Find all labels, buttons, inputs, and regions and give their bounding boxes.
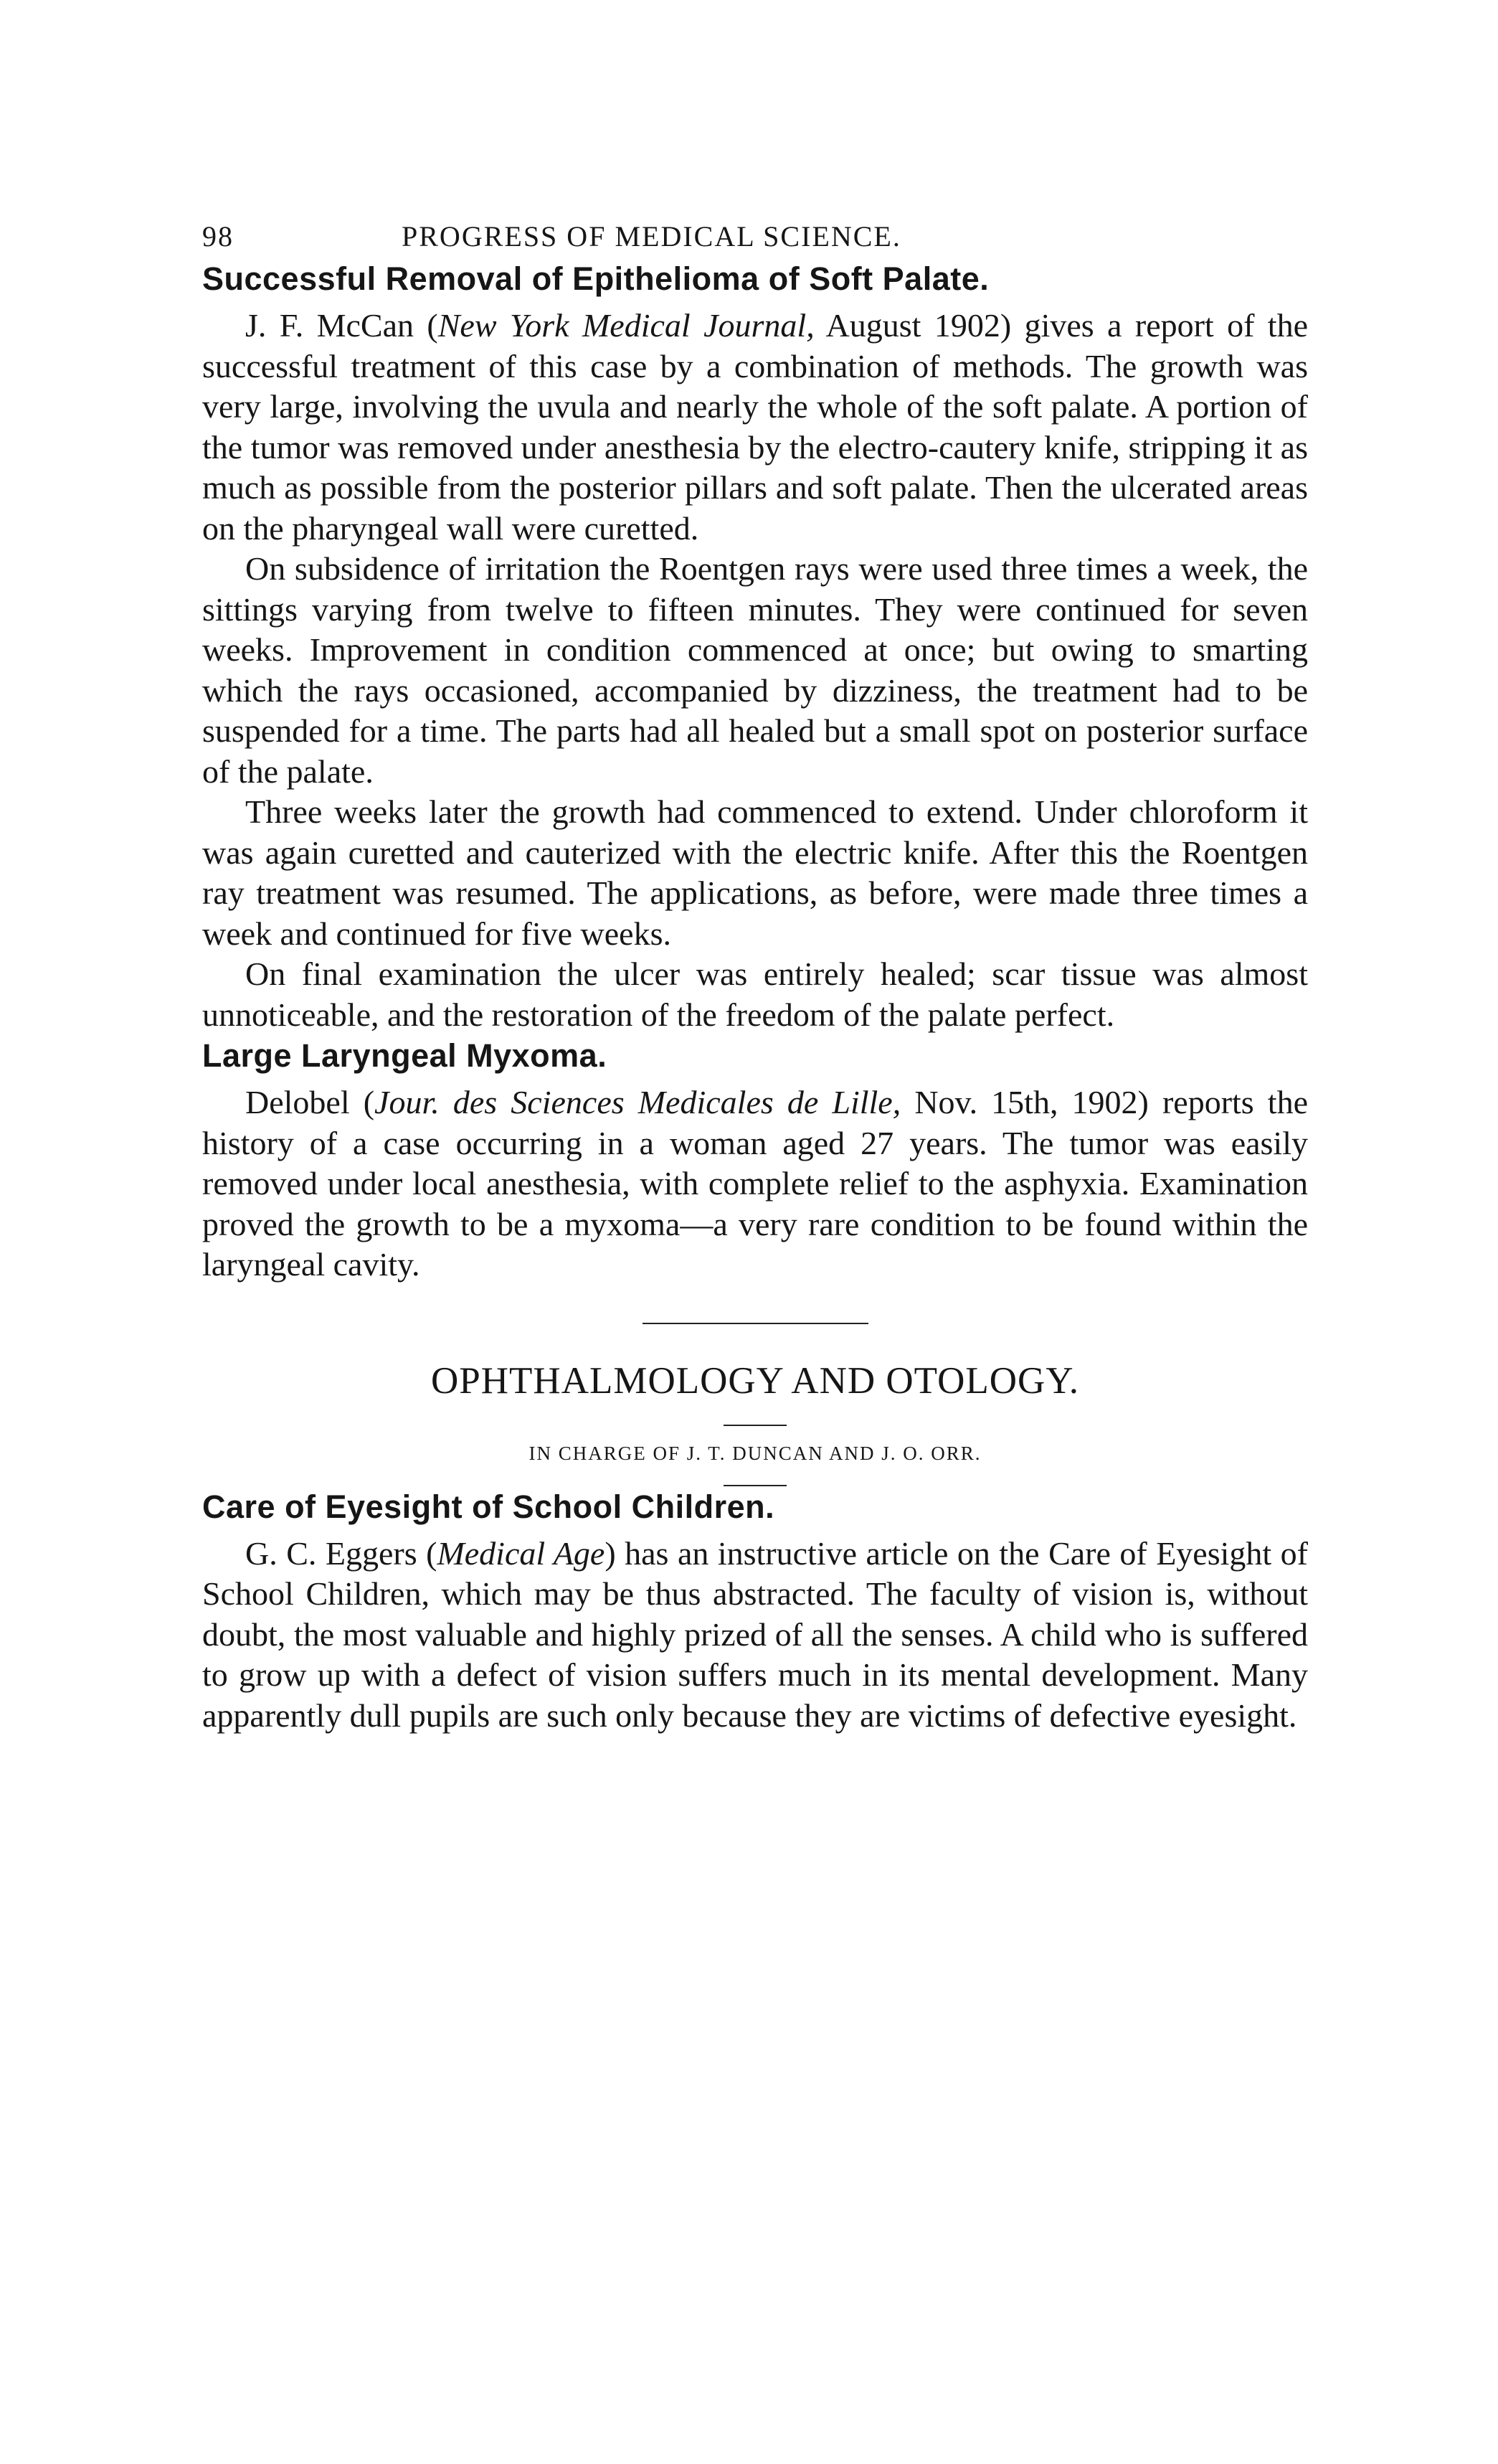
article-paragraph: On final examination the ulcer was entirely healed; scar tissue was almost unnoticeable, and the restoration of the freedom of the palate perfect. <box>202 955 1308 1033</box>
article-lead-paragraph <box>202 1534 1308 1737</box>
paren-open: ( <box>414 307 438 344</box>
author-name: Delobel <box>245 1084 350 1120</box>
source-citation: Medical Age <box>437 1534 605 1572</box>
source-citation: Jour. des Sciences Medicales de Lille, <box>374 1084 901 1120</box>
article-paragraph: On subsidence of irritation the Roentgen rays were used three times a week, the sittings varying from twelve to fifteen minutes. They were continued for seven weeks. Improvement in condition commenced at once; but owing to smarting which the rays occasioned, accompanied by dizziness, the treatment had to be suspended for a time. The parts had all healed but a small spot on posterior surface of the palate. <box>202 550 1308 790</box>
article-title: Large Laryngeal Myxoma. <box>202 1037 607 1074</box>
author-name: J. F. McCan <box>245 307 414 344</box>
journal-page <box>202 215 1308 1736</box>
running-head <box>202 215 1308 258</box>
article-laryngeal-myxoma <box>202 1035 1308 1285</box>
paren-open: ( <box>349 1084 375 1120</box>
section-divider <box>643 1323 868 1324</box>
article-epithelioma <box>202 258 1308 1035</box>
article-paragraph: Three weeks later the growth had commenced to extend. Under chloroform it was again curetted and cauterized with the electric knife. After this the Roentgen ray treatment was resumed. The applications, as before, were made three times a week and continued for five weeks. <box>202 793 1308 952</box>
article-title: Care of Eyesight of School Children. <box>202 1488 775 1525</box>
paragraph-text: August 1902) gives a report of the successful treatment of this case by a combination of methods. The growth was very large, involving the uvula and nearly the whole of the soft palate. A portion of the tumor was removed under anesthesia by the electro-cautery knife, stripping it as much as possible from the posterior pillars and soft palate. Then the ulcerated areas on the pharyngeal wall were curetted. <box>202 307 1309 547</box>
article-title: Successful Removal of Epithelioma of Soft Palate. <box>202 260 990 297</box>
article-lead-paragraph <box>202 306 1308 549</box>
paragraph-text: Nov. 15th, 1902) reports the history of a case occurring in a woman aged 27 years. The tumor was easily removed under local anesthesia, with complete relief to the asphyxia. Examination proved the growth to be a myxoma—a very rare condition to be found within the laryngeal cavity. <box>202 1084 1308 1283</box>
title-rule <box>724 1425 787 1426</box>
paren-open: ( <box>417 1534 437 1572</box>
author-name: G. C. Eggers <box>245 1534 417 1572</box>
article-lead-paragraph <box>202 1082 1308 1285</box>
page-number: 98 <box>202 220 234 252</box>
journal-title: PROGRESS OF MEDICAL SCIENCE. <box>402 220 901 252</box>
department-title: OPHTHALMOLOGY AND OTOLOGY. <box>431 1359 1079 1402</box>
article-eyesight-school-children <box>202 1486 1308 1737</box>
department-editors: IN CHARGE OF J. T. DUNCAN AND J. O. ORR. <box>528 1442 982 1464</box>
paragraph-text: ) has an instructive article on the Care of Eyesight of School Children, which may be thus abstracted. The faculty of vision is, without doubt, the most valuable and highly prized of all the senses. A child who is suffered to grow up with a defect of vision suffers much in its mental development. Many apparently dull pupils are such only because they are victims of defective eyesight. <box>202 1534 1308 1734</box>
source-citation: New York Medical Journal, <box>437 307 815 344</box>
